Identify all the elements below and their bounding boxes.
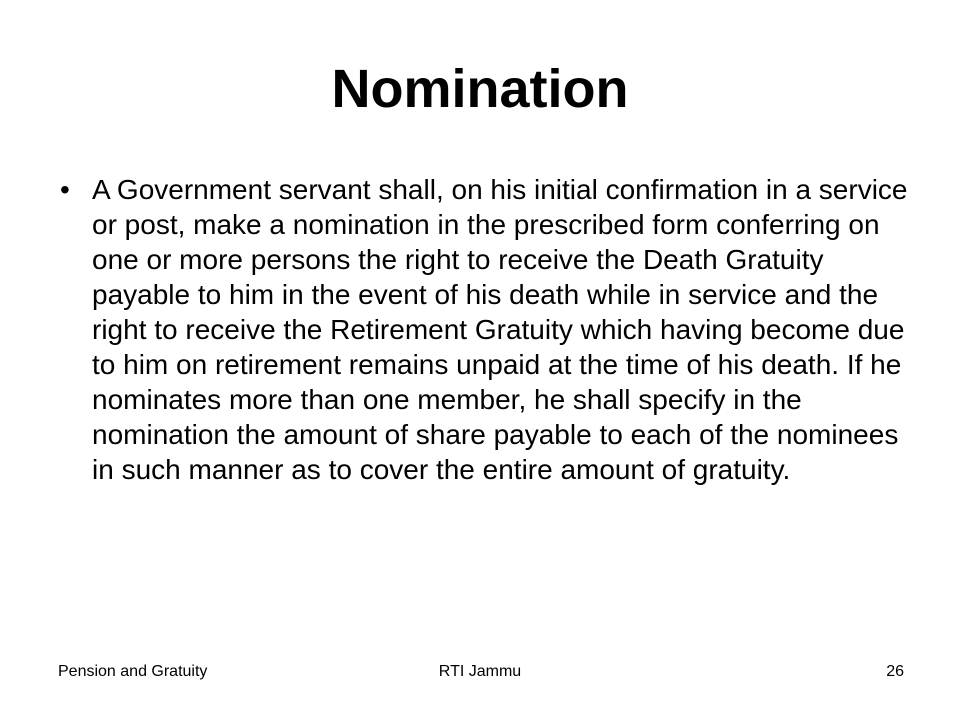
bullet-text: A Government servant shall, on his initial confirmation in a service or post, make a nomination in the prescribed form conferring on one or more persons the right to receive the Death Gratuity payable to him in the event of his death while in service and the right to receive the Retirement Gratuity which having become due to him on retirement remains unpaid at the time of his death. If he nominates more than one member, he shall specify in the nomination the amount of share payable to each of the nominees in such manner as to cover the entire amount of gratuity. — [92, 174, 908, 485]
bullet-icon: • — [60, 174, 70, 205]
footer-center-text: RTI Jammu — [438, 663, 522, 680]
bullet-item — [60, 172, 912, 487]
footer-left-text: Pension and Gratuity — [58, 663, 208, 680]
slide-title: Nomination — [331, 59, 629, 119]
bullet-list — [60, 172, 912, 487]
page-number: 26 — [886, 663, 904, 680]
